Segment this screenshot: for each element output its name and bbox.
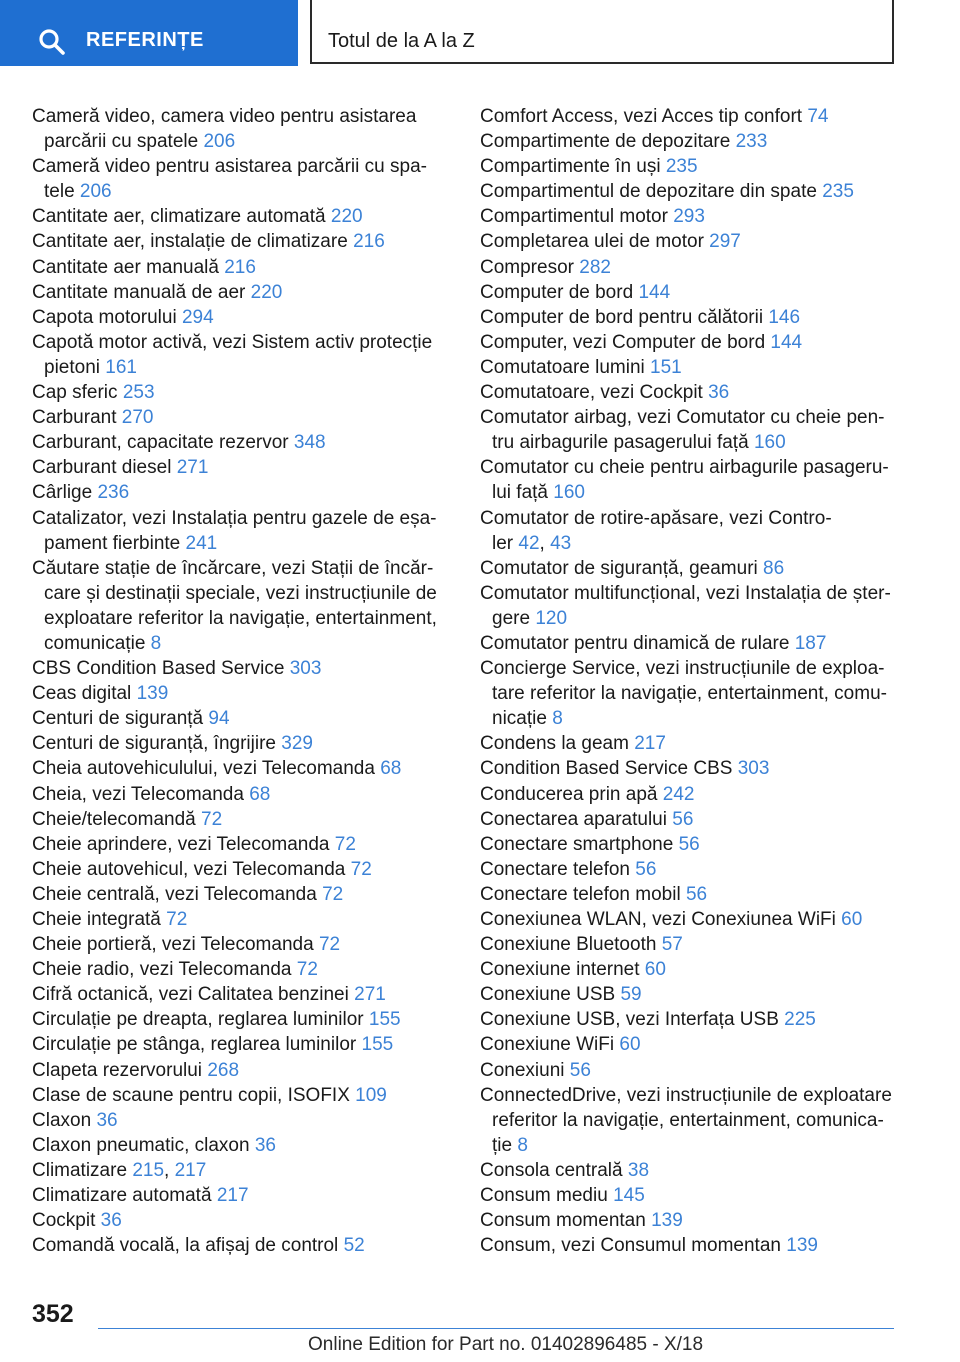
index-entry (480, 380, 900, 405)
page-link[interactable]: 294 (181, 306, 214, 328)
entry-term: Conectarea aparatului (480, 808, 667, 830)
footer-rule (98, 1328, 894, 1329)
index-entry (32, 882, 452, 907)
index-entry (32, 756, 452, 781)
entry-term-continued: gere (492, 607, 531, 629)
page-link[interactable]: 217 (634, 733, 666, 755)
page-link[interactable]: 72 (350, 858, 372, 880)
index-entry (32, 731, 452, 756)
entry-term: Conducerea prin apă (480, 783, 658, 805)
page-link[interactable]: 329 (281, 733, 313, 755)
entry-term-continued: nicație (492, 708, 547, 730)
entry-term: Conexiunea WLAN, vezi Conexiunea WiFi (480, 909, 836, 930)
entry-term: Claxon (32, 1109, 92, 1131)
index-entry (32, 681, 452, 706)
page-link[interactable]: 220 (330, 206, 363, 228)
entry-term: Cheie portieră, vezi Telecomanda (32, 934, 314, 956)
entry-term-continued: exploatare referitor la navigație, entertainment, (44, 607, 437, 629)
entry-term: Clase de scaune pentru copii, ISOFIX (32, 1084, 350, 1106)
entry-term: Conectare smartphone (480, 833, 674, 855)
index-entry (32, 204, 452, 229)
index-entry (480, 1007, 900, 1032)
page-link[interactable]: 57 (661, 934, 683, 956)
page-link[interactable]: 56 (672, 808, 694, 830)
entry-term: Cap sferic (32, 382, 118, 404)
entry-term: Conexiune WiFi (480, 1034, 615, 1056)
page-link[interactable]: 60 (619, 1034, 641, 1056)
page-link[interactable]: 271 (176, 457, 209, 479)
page-link[interactable]: 146 (768, 306, 801, 328)
index-entry (480, 581, 900, 631)
index-entry (480, 656, 900, 731)
page-link[interactable]: 109 (355, 1084, 387, 1106)
page-link[interactable]: 216 (224, 256, 256, 278)
index-entry (480, 1183, 900, 1208)
entry-term: Circulație pe stânga, reglarea luminilor (32, 1034, 357, 1056)
entry-term: Cheie/telecomandă (32, 808, 196, 830)
entry-term: Conectare telefon (480, 858, 630, 880)
index-entry (480, 1208, 900, 1233)
entry-term-continued: referitor la navigație, entertainment, comunica- (492, 1109, 884, 1131)
section-title: Totul de la A la Z (328, 30, 475, 52)
references-tab-label: REFERINȚE (86, 29, 204, 51)
index-entry (32, 1208, 452, 1233)
page-link[interactable]: 59 (620, 984, 642, 1006)
index-entry (480, 154, 900, 179)
page-link[interactable]: 36 (708, 382, 730, 404)
page-link[interactable]: 120 (535, 607, 568, 629)
page-link[interactable]: 72 (334, 833, 356, 855)
page-link[interactable]: 235 (822, 181, 854, 203)
page-link[interactable]: 160 (553, 482, 585, 504)
index-entry (480, 255, 900, 280)
index-entry (32, 832, 452, 857)
index-entry (32, 1007, 452, 1032)
index-entry (480, 731, 900, 756)
page-link[interactable]: 72 (322, 883, 344, 905)
entry-term: Computer de bord pentru călătorii (480, 306, 764, 328)
entry-term-continued: tele (44, 181, 75, 203)
entry-term: Circulație pe dreapta, reglarea luminilor (32, 1009, 364, 1031)
page-link[interactable]: 139 (651, 1210, 683, 1232)
references-tab[interactable] (0, 0, 298, 66)
index-entry (32, 857, 452, 882)
page-link[interactable]: 206 (203, 131, 236, 153)
index-entry (32, 330, 452, 380)
entry-term: Cantitate aer, climatizare automată (32, 206, 326, 228)
page-link[interactable]: 86 (763, 557, 785, 579)
index-entry (480, 807, 900, 832)
page-link[interactable]: 225 (784, 1009, 816, 1031)
entry-term: Clapeta rezervorului (32, 1059, 203, 1081)
entry-term: Cantitate aer, instalație de climatizare (32, 231, 348, 253)
page-link[interactable]: 144 (638, 281, 671, 303)
page-link[interactable]: 293 (673, 206, 705, 228)
entry-term: Compartimentul motor (480, 206, 668, 228)
index-entry (32, 405, 452, 430)
entry-term: Cheie autovehicul, vezi Telecomanda (32, 858, 346, 880)
index-entry (480, 204, 900, 229)
index-entry (480, 1058, 900, 1083)
page-link[interactable]: 42 (518, 532, 540, 554)
entry-term: Cifră octanică, vezi Calitatea benzinei (32, 984, 349, 1006)
entry-term: Conexiuni (480, 1059, 565, 1081)
page-link[interactable]: 241 (185, 532, 218, 554)
index-entry (480, 907, 900, 932)
page-link[interactable]: 60 (841, 909, 863, 930)
index-entry (480, 1233, 900, 1258)
entry-term: CBS Condition Based Service (32, 658, 285, 680)
entry-term-continued: comunicație (44, 632, 146, 654)
entry-term: Centuri de siguranță, îngrijire (32, 733, 276, 755)
page-link[interactable]: 235 (665, 156, 698, 178)
index-entry (480, 782, 900, 807)
entry-term: Comutatoare, vezi Cockpit (480, 382, 703, 404)
index-entry (32, 957, 452, 982)
entry-term: Centuri de siguranță (32, 708, 204, 730)
index-entry (32, 982, 452, 1007)
entry-term: Cameră video, camera video pentru asistarea (32, 106, 417, 127)
index-entry (32, 455, 452, 480)
entry-term: Cantitate aer manuală (32, 256, 219, 278)
index-entry (32, 556, 452, 656)
index-entry (32, 1083, 452, 1108)
index-entry (32, 480, 452, 505)
index-entry (480, 982, 900, 1007)
entry-term: Condens la geam (480, 733, 629, 755)
index-entry (32, 154, 452, 204)
index-entry (32, 1108, 452, 1133)
page-link[interactable]: 56 (569, 1059, 591, 1081)
entry-term-continued: pietoni (44, 356, 100, 378)
entry-term-continued: tru airbagurile pasagerului față (492, 432, 749, 454)
index-entry (480, 129, 900, 154)
entry-term: Cheie integrată (32, 909, 161, 930)
entry-term: Climatizare automată (32, 1185, 212, 1207)
page-link[interactable]: 139 (786, 1235, 818, 1257)
page-link[interactable]: 74 (807, 106, 829, 127)
entry-term: Consola centrală (480, 1159, 623, 1181)
index-entry (480, 179, 900, 204)
index-entry (32, 656, 452, 681)
entry-term: Compresor (480, 256, 574, 278)
index-entry (32, 506, 452, 556)
index-entry (480, 957, 900, 982)
page-link[interactable]: 36 (100, 1210, 122, 1232)
index-entry (480, 305, 900, 330)
index-entry (480, 280, 900, 305)
index-entry (480, 330, 900, 355)
index-entry (32, 807, 452, 832)
page-link[interactable]: 215 (132, 1159, 165, 1181)
entry-term: Cheia autovehiculului, vezi Telecomanda (32, 758, 375, 780)
page-link[interactable]: 270 (121, 407, 154, 429)
page-link[interactable]: 56 (685, 883, 708, 905)
entry-term-continued: care și destinații speciale, vezi instrucțiunile de (44, 582, 437, 604)
page-link[interactable]: 217 (216, 1185, 249, 1207)
index-entry (480, 556, 900, 581)
entry-term-continued: tare referitor la navigație, entertainment, comu- (492, 683, 887, 705)
page-link[interactable]: 151 (650, 356, 682, 378)
page-link[interactable]: 282 (579, 256, 611, 278)
page-link[interactable]: 155 (361, 1034, 394, 1056)
edition-footer: Online Edition for Part no. 01402896485 - X/18 (308, 1334, 704, 1355)
entry-term: Carburant (32, 407, 117, 429)
entry-term: Capotă motor activă, vezi Sistem activ protecție (32, 331, 433, 353)
index-entry (32, 1133, 452, 1158)
index-entry (480, 882, 900, 907)
page-link[interactable]: 253 (122, 382, 155, 404)
page-link[interactable]: 271 (354, 984, 386, 1006)
page-link[interactable]: 161 (105, 356, 137, 378)
page-link[interactable]: 36 (96, 1109, 118, 1131)
entry-term: Conexiune internet (480, 959, 640, 981)
entry-term: Claxon pneumatic, claxon (32, 1134, 250, 1156)
page-link[interactable]: 72 (296, 959, 318, 981)
entry-term: Cheie radio, vezi Telecomanda (32, 959, 292, 981)
page-link[interactable]: 145 (613, 1185, 645, 1207)
entry-term: Cheie aprindere, vezi Telecomanda (32, 833, 330, 855)
page-link[interactable]: 187 (794, 632, 827, 654)
page-link[interactable]: 348 (293, 432, 326, 454)
entry-term: Compartimente în uși (480, 156, 661, 178)
index-entry (480, 832, 900, 857)
page-link[interactable]: 217 (174, 1159, 207, 1181)
page-link[interactable]: 60 (644, 959, 666, 981)
page-link[interactable]: 68 (249, 783, 271, 805)
index-entry (480, 455, 900, 505)
entry-term: Computer, vezi Computer de bord (480, 331, 766, 353)
index-entry (32, 104, 452, 154)
entry-term: Comutator pentru dinamică de rulare (480, 632, 790, 654)
entry-term: Comutator airbag, vezi Comutator cu cheie pen- (480, 407, 885, 429)
page-link[interactable]: 36 (254, 1134, 276, 1156)
index-entry (480, 756, 900, 781)
entry-term: Condition Based Service CBS (480, 758, 733, 780)
page-link[interactable]: 94 (208, 708, 230, 730)
index-entry: Climatizare 215, 217 (32, 1159, 207, 1181)
page-link[interactable]: 38 (627, 1159, 650, 1181)
page-link[interactable]: 43 (550, 532, 572, 554)
entry-term-continued: ție (492, 1134, 513, 1156)
entry-term: Căutare stație de încărcare, vezi Stații de încăr- (32, 557, 434, 579)
search-icon (38, 28, 66, 56)
entry-term: Comfort Access, vezi Acces tip confort (480, 106, 803, 127)
entry-term: Carburant, capacitate rezervor (32, 432, 289, 454)
index-entry (32, 229, 452, 254)
page-link[interactable]: 268 (207, 1059, 240, 1081)
page-link[interactable]: 56 (635, 858, 657, 880)
entry-term: Computer de bord (480, 281, 634, 303)
entry-term: Comandă vocală, la afișaj de control (32, 1235, 339, 1257)
entry-term: Cameră video pentru asistarea parcării cu spa- (32, 156, 427, 178)
page-link[interactable]: 236 (97, 482, 130, 504)
page-link[interactable]: 72 (318, 934, 341, 956)
page-link[interactable]: 303 (737, 758, 770, 780)
entry-term: Carburant diesel (32, 457, 172, 479)
index-entry (480, 932, 900, 957)
entry-term: Comutatoare lumini (480, 356, 645, 378)
entry-term: Comutator cu cheie pentru airbagurile pasageru- (480, 457, 889, 479)
entry-term: Comutator de siguranță, geamuri (480, 557, 758, 579)
index-entry (32, 380, 452, 405)
entry-term: Climatizare (32, 1159, 128, 1181)
index-entry (32, 932, 452, 957)
entry-term: Cheia, vezi Telecomanda (32, 783, 244, 805)
entry-term: Capota motorului (32, 306, 177, 328)
page-link[interactable]: 297 (709, 231, 741, 253)
index-entry (32, 1058, 452, 1083)
page-link[interactable]: 139 (136, 683, 169, 705)
page-link[interactable]: 206 (79, 181, 112, 203)
index-entry (32, 1233, 452, 1258)
index-entry (480, 355, 900, 380)
entry-term: Conexiune USB, vezi Interfața USB (480, 1009, 779, 1031)
index-entry (480, 1032, 900, 1057)
index-entry (32, 782, 452, 807)
page-link[interactable]: 216 (353, 231, 385, 253)
entry-term: Conectare telefon mobil (480, 883, 681, 905)
section-title-box (310, 0, 894, 64)
index-entry (32, 255, 452, 280)
index-entry (32, 1183, 452, 1208)
page-link[interactable]: 8 (150, 632, 162, 654)
entry-term: Cârlige (32, 482, 93, 504)
entry-term-continued: lui față (492, 482, 548, 504)
page-link[interactable]: 144 (770, 331, 803, 353)
page-link[interactable]: 52 (343, 1235, 365, 1257)
index-entry (480, 229, 900, 254)
page-link[interactable]: 72 (166, 909, 188, 930)
page-link[interactable]: 220 (250, 281, 283, 303)
entry-term: Cockpit (32, 1210, 96, 1232)
page-header (0, 0, 960, 66)
page-link[interactable]: 233 (735, 131, 768, 153)
entry-term: Ceas digital (32, 683, 132, 705)
index-entry (480, 104, 900, 129)
page-link[interactable]: 72 (201, 808, 223, 830)
entry-term-continued: parcării cu spatele (44, 131, 199, 153)
index-entry (480, 857, 900, 882)
index-entry (32, 706, 452, 731)
index-column-right (480, 104, 900, 1258)
entry-term: Comutator multifuncțional, vezi Instalația de șter- (480, 582, 891, 604)
index-entry: Comutator de rotire-apăsare, vezi Contro- ler 42, 43 (480, 507, 832, 554)
page-link[interactable]: 155 (368, 1009, 401, 1031)
entry-term: Comutator de rotire-apăsare, vezi Contro- (480, 507, 832, 529)
page-link[interactable]: 160 (753, 432, 786, 454)
index-entry (32, 280, 452, 305)
index-entry (32, 1032, 452, 1057)
page-link[interactable]: 68 (380, 758, 402, 780)
index-column-left (32, 104, 452, 1258)
page-link[interactable]: 56 (678, 833, 700, 855)
entry-term-continued: ler (492, 532, 514, 554)
entry-term: Compartimente de depozitare (480, 131, 731, 153)
index-entry (480, 405, 900, 455)
entry-term: Conexiune Bluetooth (480, 934, 657, 956)
entry-term-continued: pament fierbinte (44, 532, 181, 554)
entry-term: Cantitate manuală de aer (32, 281, 246, 303)
index-entry (480, 1083, 900, 1158)
entry-term: Consum momentan (480, 1210, 646, 1232)
page-link[interactable]: 303 (289, 658, 322, 680)
entry-term: Consum mediu (480, 1185, 608, 1207)
page-link[interactable]: 242 (662, 783, 695, 805)
entry-term: Conexiune USB (480, 984, 616, 1006)
page-link[interactable]: 8 (517, 1134, 528, 1156)
index-entry (480, 1158, 900, 1183)
entry-term: Completarea ulei de motor (480, 231, 704, 253)
index-entry (32, 305, 452, 330)
entry-term: Catalizator, vezi Instalația pentru gazele de eșa- (32, 507, 437, 529)
index-entry (32, 907, 452, 932)
entry-term: Cheie centrală, vezi Telecomanda (32, 883, 317, 905)
entry-term: Consum, vezi Consumul momentan (480, 1235, 781, 1257)
index-entry (32, 430, 452, 455)
entry-term: Compartimentul de depozitare din spate (480, 181, 817, 203)
page-number: 352 (32, 1300, 74, 1328)
entry-term: ConnectedDrive, vezi instrucțiunile de exploatare (480, 1084, 892, 1106)
index-entry (480, 631, 900, 656)
page-link[interactable]: 8 (552, 708, 563, 730)
entry-term: Concierge Service, vezi instrucțiunile de exploa- (480, 658, 885, 680)
